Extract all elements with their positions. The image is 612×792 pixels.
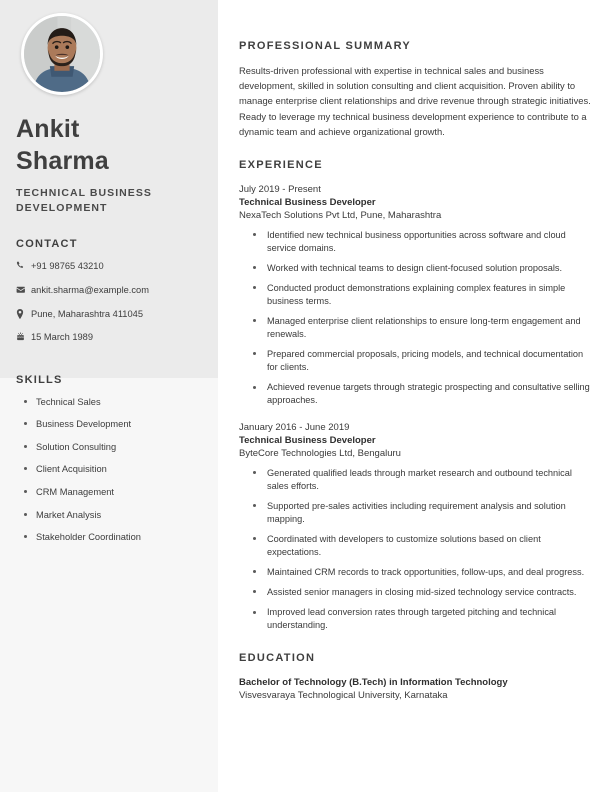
education-school: Visvesvaraya Technological University, Karnataka [239, 690, 448, 702]
list-item: Generated qualified leads through market research and outbound technical sales efforts. [239, 467, 594, 493]
list-item: Maintained CRM records to track opportunities, follow-ups, and deal progress. [239, 566, 594, 579]
job-title: Technical Business Developer [239, 435, 376, 447]
list-item: Market Analysis [16, 509, 202, 521]
contact-value-location: Pune, Maharashtra 411045 [31, 308, 143, 319]
experience-entry [239, 183, 594, 407]
job-date: July 2019 - Present [239, 184, 321, 196]
section-education [239, 652, 594, 703]
education-entry [239, 676, 594, 703]
professional-role: TECHNICAL BUSINESS DEVELOPMENT [16, 187, 152, 215]
job-date: January 2016 - June 2019 [239, 422, 350, 434]
experience-entry [239, 421, 594, 632]
main-content [239, 0, 594, 703]
contact-item-birthdate [16, 331, 202, 344]
list-item: Stakeholder Coordination [16, 531, 202, 543]
phone-icon [16, 260, 31, 270]
contact-value-phone: +91 98765 43210 [31, 261, 104, 272]
contact-item-phone [16, 260, 202, 273]
contact-heading: CONTACT [16, 238, 78, 251]
profile-photo [21, 13, 103, 95]
skills-list [16, 396, 202, 544]
page-title [16, 113, 202, 177]
list-item: Identified new technical business opportunities across software and cloud service domains. [239, 229, 594, 255]
contact-item-location [16, 308, 202, 321]
job-company: ByteCore Technologies Ltd, Bengaluru [239, 448, 401, 460]
birthday-cake-icon [16, 331, 31, 342]
job-bullet-list [239, 467, 594, 633]
list-item: Business Development [16, 418, 202, 430]
list-item: Client Acquisition [16, 463, 202, 475]
job-title: Technical Business Developer [239, 197, 376, 209]
job-bullet-list [239, 229, 594, 408]
summary-text: Results-driven professional with expertise in technical sales and business development, skilled in solution consulting and client acquisition. Proven ability to manage enterprise client relationships and drive revenue through strategic initiatives. Ready to leverage my technical business development experience to contribute to a dynamic team and achieve organizational growth. [239, 65, 591, 137]
contact-item-email [16, 284, 202, 297]
list-item: Conducted product demonstrations explaining complex features in simple business terms. [239, 282, 594, 308]
contact-list [16, 260, 202, 343]
first-name: Ankit [16, 115, 80, 143]
education-degree: Bachelor of Technology (B.Tech) in Information Technology [239, 677, 508, 689]
job-company: NexaTech Solutions Pvt Ltd, Pune, Maharashtra [239, 210, 442, 222]
avatar [16, 0, 202, 95]
list-item: Improved lead conversion rates through targeted pitching and technical understanding. [239, 606, 594, 632]
list-item: Achieved revenue targets through strategic prospecting and consultative selling approaches. [239, 381, 594, 407]
education-heading: EDUCATION [239, 652, 316, 665]
last-name: Sharma [16, 147, 109, 175]
list-item: Coordinated with developers to customize solutions based on client expectations. [239, 533, 594, 559]
list-item: Worked with technical teams to design client-focused solution proposals. [239, 262, 594, 275]
skills-heading: SKILLS [16, 373, 63, 386]
envelope-icon [16, 284, 31, 295]
contact-value-email: ankit.sharma@example.com [31, 284, 149, 295]
sidebar [0, 0, 218, 792]
map-pin-icon [16, 308, 31, 319]
section-professional-summary [239, 40, 594, 139]
contact-value-birthdate: 15 March 1989 [31, 332, 94, 343]
profile-photo-graphic [24, 16, 100, 92]
list-item: Technical Sales [16, 396, 202, 408]
list-item: CRM Management [16, 486, 202, 498]
list-item: Assisted senior managers in closing mid-sized technology service contracts. [239, 586, 594, 599]
list-item: Prepared commercial proposals, pricing models, and technical documentation for clients. [239, 348, 594, 374]
list-item: Supported pre-sales activities including requirement analysis and solution mapping. [239, 500, 594, 526]
list-item: Solution Consulting [16, 441, 202, 453]
summary-heading: PROFESSIONAL SUMMARY [239, 40, 412, 52]
list-item: Managed enterprise client relationships to ensure long-term engagement and renewals. [239, 315, 594, 341]
section-experience [239, 159, 594, 632]
experience-heading: EXPERIENCE [239, 159, 323, 172]
